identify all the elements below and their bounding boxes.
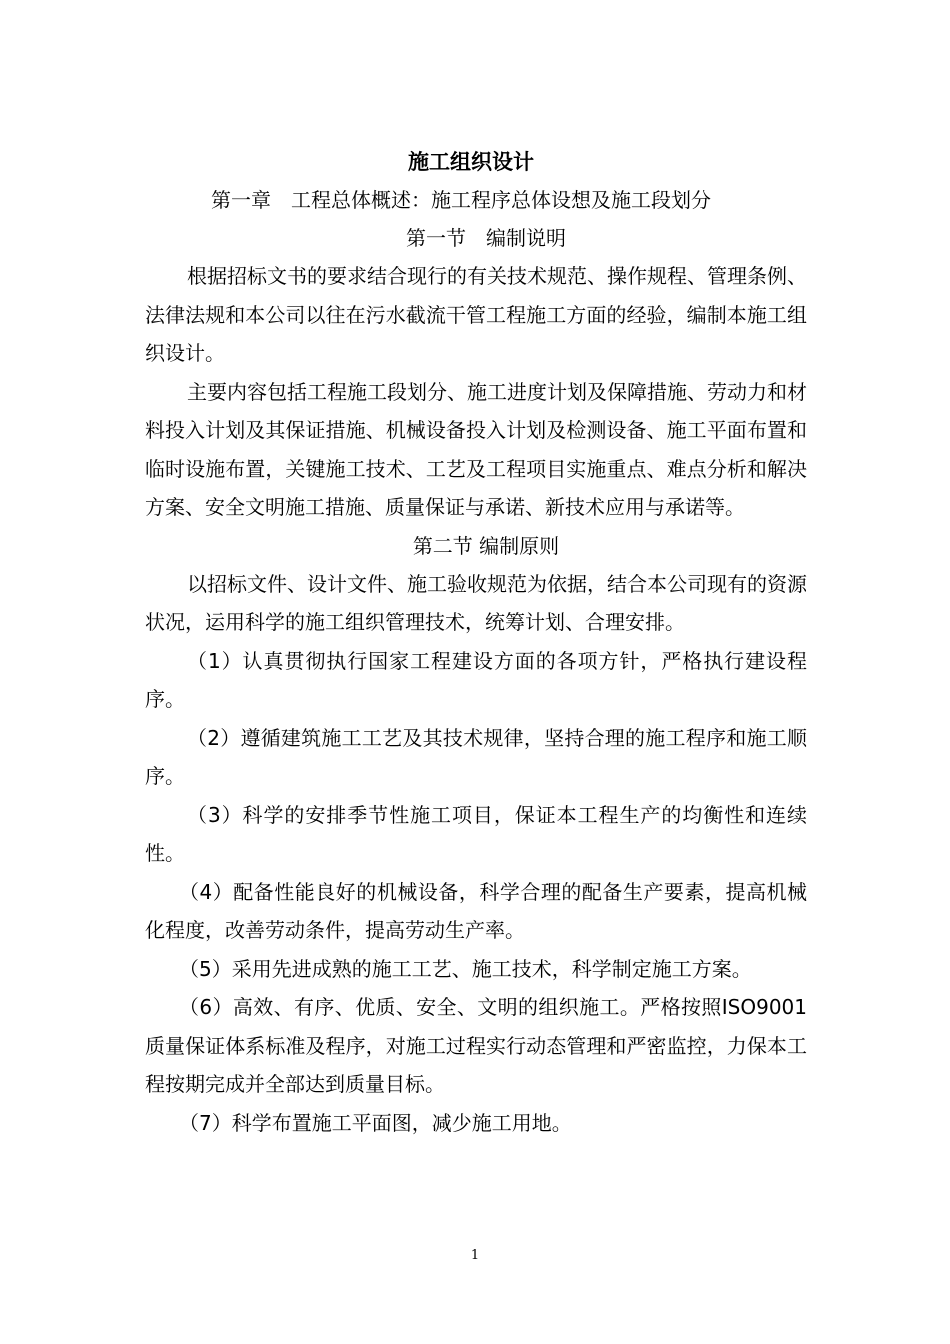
paragraph: 根据招标文书的要求结合现行的有关技术规范、操作规程、管理条例、法律法规和本公司以往在污水截流干管工程施工方面的经验，编制本施工组织设计。: [145, 264, 807, 365]
chapter-heading: 第一章 工程总体概述：施工程序总体设想及施工段划分: [211, 188, 711, 212]
list-item: （3）科学的安排季节性施工项目，保证本工程生产的均衡性和连续性。: [145, 802, 807, 865]
list-item: （2）遵循建筑施工工艺及其技术规律，坚持合理的施工程序和施工顺序。: [145, 725, 807, 788]
section-heading-1: 第一节 编制说明: [406, 226, 566, 250]
section-heading-2: 第二节 编制原则: [412, 533, 560, 558]
list-item: （6）高效、有序、优质、安全、文明的组织施工。严格按照ISO9001质量保证体系标准及程序，对施工过程实行动态管理和严密监控，力保本工程按期完成并全部达到质量目标。: [145, 995, 807, 1096]
list-item: （4）配备性能良好的机械设备，科学合理的配备生产要素，提高机械化程度，改善劳动条件，提高劳动生产率。: [145, 879, 807, 942]
document-title: 施工组织设计: [408, 150, 534, 174]
page-number: 1: [470, 1248, 480, 1263]
paragraph: 以招标文件、设计文件、施工验收规范为依据，结合本公司现有的资源状况，运用科学的施工组织管理技术，统筹计划、合理安排。: [145, 571, 807, 634]
document-body: [145, 143, 807, 1142]
paragraph: 主要内容包括工程施工段划分、施工进度计划及保障措施、劳动力和材料投入计划及其保证措施、机械设备投入计划及检测设备、施工平面布置和临时设施布置，关键施工技术、工艺及工程项目实施重点、难点分析和解决方案、安全文明施工措施、质量保证与承诺、新技术应用与承诺等。: [145, 379, 807, 519]
list-item: （5）采用先进成熟的施工工艺、施工技术，科学制定施工方案。: [179, 956, 752, 981]
list-item: （1）认真贯彻执行国家工程建设方面的各项方针，严格执行建设程序。: [145, 648, 807, 711]
list-item: （7）科学布置施工平面图，减少施工用地。: [179, 1110, 572, 1135]
